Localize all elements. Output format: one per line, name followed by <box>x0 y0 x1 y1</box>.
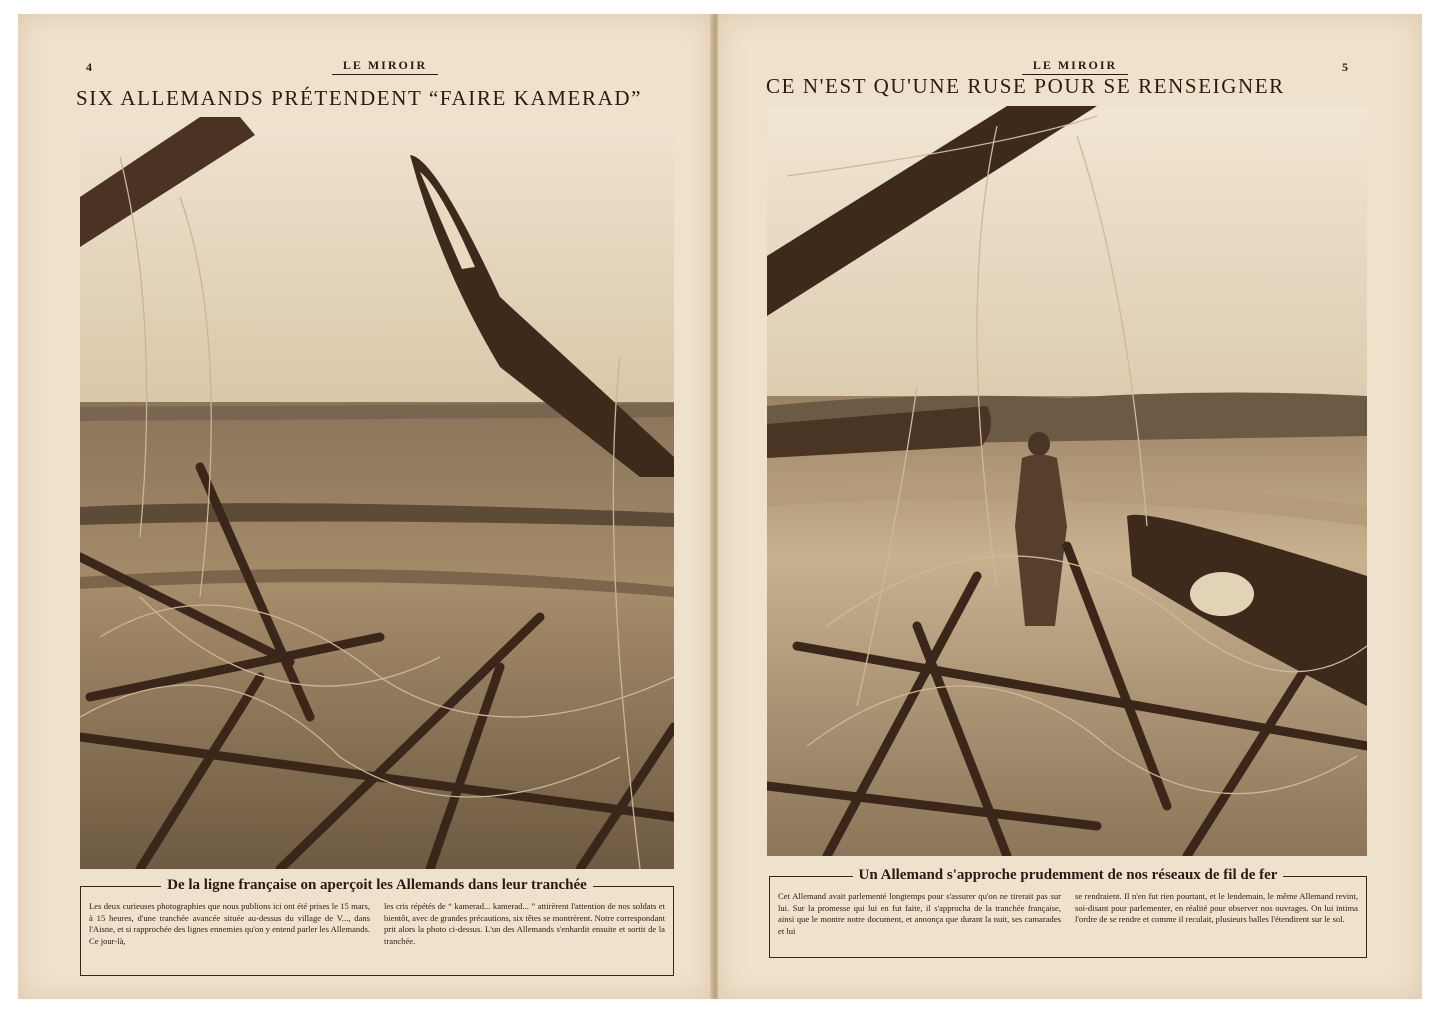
left-page <box>18 14 712 999</box>
german-soldier-photo <box>767 106 1367 856</box>
caption-column-1: Cet Allemand avait parlementé longtemps pour s'assurer qu'on ne tirerait pas sur lui. Sur la promesse qui lui en fut faite, il s'approcha de la tranchée française, ainsi que le montre notre document, et annonça que durant la nuit, ses camarades et lui <box>778 891 1061 936</box>
page-number: 4 <box>86 60 92 74</box>
right-page <box>718 14 1422 999</box>
caption-box <box>80 877 674 976</box>
page-number: 5 <box>1342 60 1348 74</box>
barbed-wire-photo <box>80 117 674 869</box>
masthead: LE MIROIR <box>332 58 438 75</box>
caption-box <box>769 867 1367 958</box>
headline: CE N'EST QU'UNE RUSE POUR SE RENSEIGNER <box>766 74 1285 98</box>
headline: SIX ALLEMANDS PRÉTENDENT “FAIRE KAMERAD” <box>76 86 643 110</box>
caption-column-1: Les deux curieuses photographies que nous publions ici ont été prises le 15 mars, à 15 heures, d'une tranchée avancée située au-dessus du village de V..., dans l'Aisne, et si rapprochée des lignes ennemies qu'on y entend parler les Allemands. Ce jour-là, <box>89 901 370 946</box>
caption-title: De la ligne française on aperçoit les Allemands dans leur tranchée <box>161 877 593 893</box>
caption-title: Un Allemand s'approche prudemment de nos réseaux de fil de fer <box>853 867 1284 883</box>
caption-column-2: se rendraient. Il n'en fut rien pourtant, et le lendemain, le même Allemand revint, soi-disant pour parlementer, en réalité pour observer nos ouvrages. On lui intima l'ordre de se rendre et comme il reculait, plusieurs balles l'étendirent sur le sol. <box>1075 891 1358 925</box>
masthead: LE MIROIR <box>1022 58 1128 75</box>
magazine-spread <box>18 14 1422 999</box>
caption-column-2: les cris répétés de “ kamerad... kamerad... ” attirèrent l'attention de nos soldats et bientôt, avec de grandes précautions, six têtes se montrèrent. Notre correspondant prit alors la photo ci-dessus. L'un des Allemands s'enhardit ensuite et sortit de la tranchée. <box>384 901 665 946</box>
